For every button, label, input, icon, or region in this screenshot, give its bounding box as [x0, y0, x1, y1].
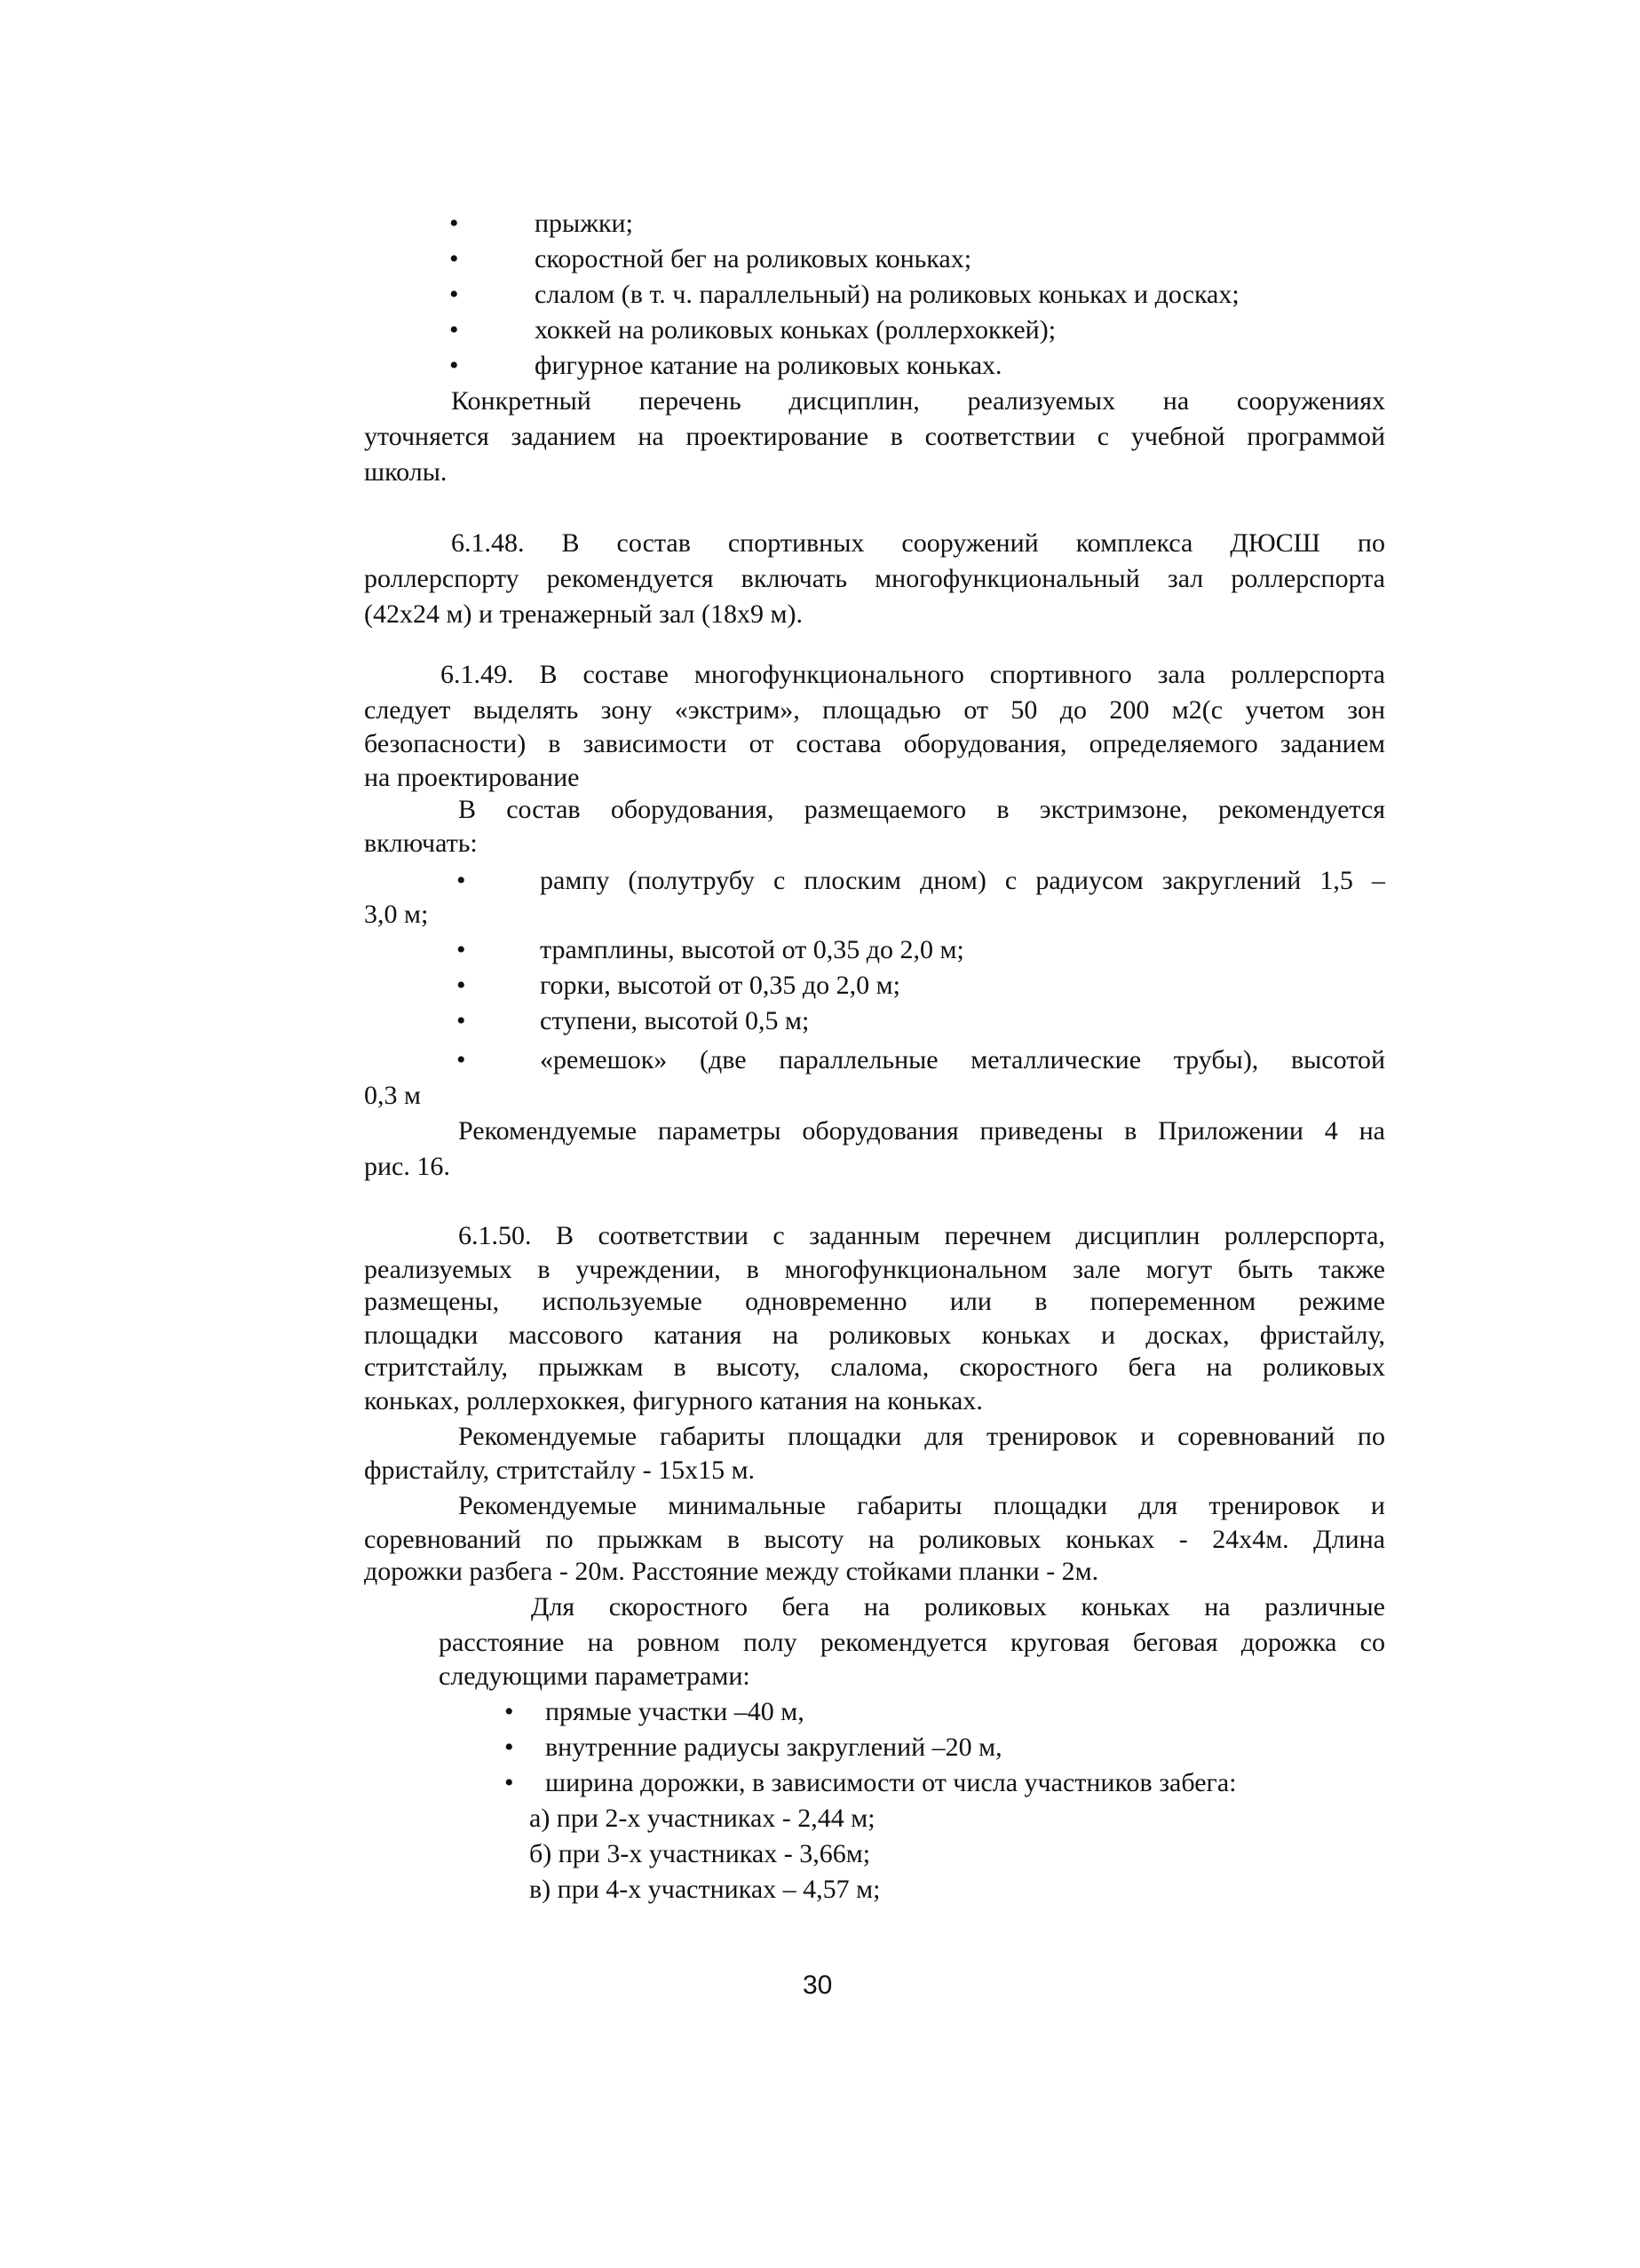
list-item: слалом (в т. ч. параллельный) на роликовых коньках и досках; — [535, 280, 1240, 309]
bullet: • — [449, 244, 459, 274]
page-number: 30 — [803, 1971, 833, 2000]
sub-item: б) при 3-х участниках - 3,66м; — [529, 1839, 871, 1868]
text-line: 6.1.49. В составе многофункционального спортивного зала роллерспорта — [440, 660, 1385, 689]
list-item: ширина дорожки, в зависимости от числа участников забега: — [545, 1768, 1237, 1797]
list-item: внутренние радиусы закруглений –20 м, — [545, 1733, 1002, 1762]
text-line: фристайлу, стритстайлу - 15х15 м. — [364, 1455, 756, 1485]
text-line: школы. — [364, 457, 448, 487]
text-line: включать: — [364, 829, 478, 858]
text-line: В состав оборудования, размещаемого в экстримзоне, рекомендуется — [458, 795, 1385, 824]
list-item-continuation: 3,0 м; — [364, 900, 429, 929]
bullet: • — [504, 1768, 514, 1797]
text-line: соревнований по прыжкам в высоту на роликовых коньках - 24х4м. Длина — [364, 1525, 1385, 1554]
text-line: следующими параметрами: — [439, 1661, 750, 1691]
list-item: фигурное катание на роликовых коньках. — [535, 351, 1002, 380]
bullet: • — [504, 1733, 514, 1762]
text-line: Рекомендуемые минимальные габариты площадки для тренировок и — [458, 1491, 1385, 1520]
list-item: рампу (полутрубу с плоским дном) с радиусом закруглений 1,5 – — [540, 866, 1385, 895]
bullet: • — [449, 315, 459, 345]
text-line: уточняется заданием на проектирование в соответствии с учебной программой — [364, 422, 1385, 451]
text-line: стритстайлу, прыжкам в высоту, слалома, скоростного бега на роликовых — [364, 1352, 1385, 1382]
list-item-continuation: 0,3 м — [364, 1081, 421, 1110]
list-item: трамплины, высотой от 0,35 до 2,0 м; — [540, 935, 964, 964]
list-item: прыжки; — [535, 209, 633, 238]
text-line: Рекомендуемые параметры оборудования приведены в Приложении 4 на — [458, 1116, 1385, 1146]
list-item: ступени, высотой 0,5 м; — [540, 1006, 810, 1035]
text-line: площадки массового катания на роликовых коньках и досках, фристайлу, — [364, 1320, 1385, 1350]
text-line: безопасности) в зависимости от состава оборудования, определяемого заданием — [364, 729, 1385, 758]
bullet: • — [456, 1045, 466, 1075]
text-line: 6.1.48. В состав спортивных сооружений комплекса ДЮСШ по — [451, 528, 1385, 558]
sub-item: в) при 4-х участниках – 4,57 м; — [529, 1875, 881, 1904]
text-line: на проектирование — [364, 763, 580, 792]
bullet: • — [456, 866, 466, 895]
text-line: Конкретный перечень дисциплин, реализуемых на сооружениях — [451, 386, 1385, 416]
text-line: рис. 16. — [364, 1152, 450, 1181]
bullet: • — [449, 209, 459, 238]
bullet: • — [449, 280, 459, 309]
text-line: Рекомендуемые габариты площадки для тренировок и соревнований по — [458, 1422, 1385, 1451]
list-item: горки, высотой от 0,35 до 2,0 м; — [540, 971, 900, 1000]
list-item: хоккей на роликовых коньках (роллерхоккей); — [535, 315, 1057, 345]
list-item: скоростной бег на роликовых коньках; — [535, 244, 972, 274]
text-line: коньках, роллерхоккея, фигурного катания на коньках. — [364, 1386, 983, 1416]
bullet: • — [456, 935, 466, 964]
text-line: Для скоростного бега на роликовых коньках на различные — [531, 1592, 1385, 1622]
text-line: дорожки разбега - 20м. Расстояние между стойками планки - 2м. — [364, 1557, 1099, 1586]
text-line: реализуемых в учреждении, в многофункциональном зале могут быть также — [364, 1255, 1385, 1284]
bullet: • — [456, 971, 466, 1000]
text-line: (42х24 м) и тренажерный зал (18х9 м). — [364, 599, 803, 629]
bullet: • — [504, 1697, 514, 1726]
text-line: расстояние на ровном полу рекомендуется круговая беговая дорожка со — [439, 1628, 1385, 1657]
text-line: роллерспорту рекомендуется включать многофункциональный зал роллерспорта — [364, 564, 1385, 593]
sub-item: а) при 2-х участниках - 2,44 м; — [529, 1804, 875, 1833]
bullet: • — [456, 1006, 466, 1035]
text-line: 6.1.50. В соответствии с заданным перечнем дисциплин роллерспорта, — [458, 1221, 1385, 1250]
text-line: следует выделять зону «экстрим», площадью от 50 до 200 м2(с учетом зон — [364, 695, 1385, 725]
list-item: «ремешок» (две параллельные металлические трубы), высотой — [540, 1045, 1385, 1075]
list-item: прямые участки –40 м, — [545, 1697, 804, 1726]
text-line: размещены, используемые одновременно или в попеременном режиме — [364, 1287, 1385, 1316]
bullet: • — [449, 351, 459, 380]
